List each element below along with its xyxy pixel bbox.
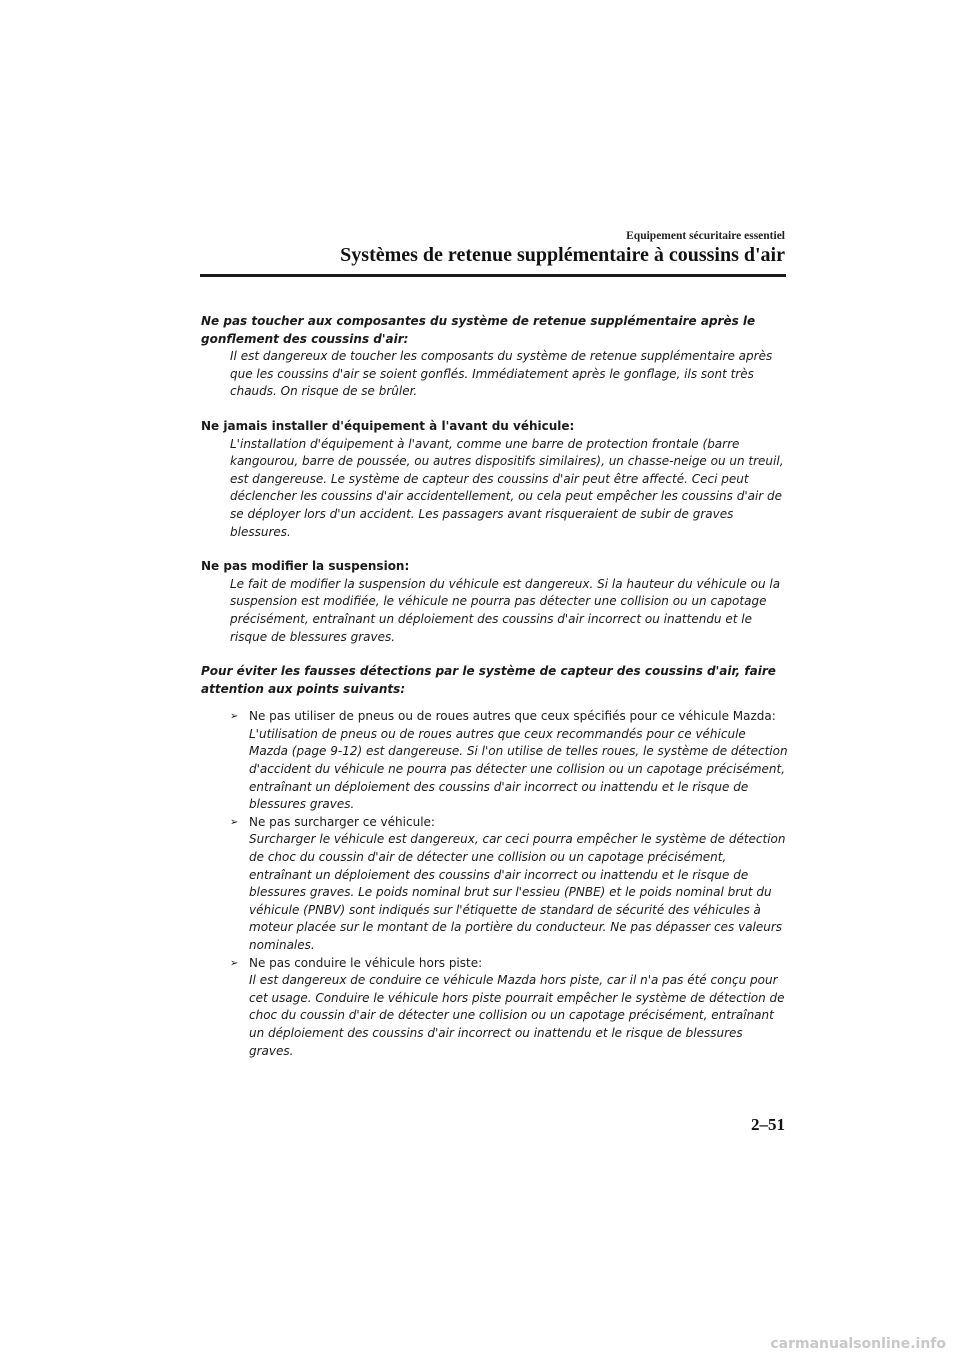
warning-block-front-equipment: [201, 418, 788, 541]
warning-text: L'installation d'équipement à l'avant, comme une barre de protection frontale (barre kangourou, barre de poussée, ou autres dispositifs similaires), un chasse-neige ou un treuil, est dangereuse. Le système de capteur des coussins d'air peut être affecté. Ceci peut déclencher les coussins d'air accidentellement, ou cela peut empêcher les coussins d'air de se déployer lors d'un accident. Les passagers avant risqueraient de subir de graves blessures.: [230, 436, 784, 539]
list-item-title: Ne pas surcharger ce véhicule:: [249, 814, 435, 829]
list-heading: Pour éviter les fausses détections par le système de capteur des coussins d'air, faire attention aux points suivants:: [201, 664, 776, 696]
list-item-text: Surcharger le véhicule est dangereux, car ceci pourra empêcher le système de détection de choc du coussin d'air de détecter une collision ou un capotage précisément, entraînant un déploiement des coussins d'air incorrect ou inattendu et le risque de blessures graves. Le poids nominal brut sur l'essieu (PNBE) et le poids nominal brut du véhicule (PNBV) sont indiqués sur l'étiquette de standard de sécurité des véhicules à moteur placée sur le montant de la portière du conducteur. Ne pas dépasser ces valeurs nominales.: [249, 832, 786, 952]
warning-block-touch: [201, 313, 788, 401]
page-number: 2–51: [751, 1115, 785, 1134]
page-title: Systèmes de retenue supplémentaire à coussins d'air: [340, 244, 785, 266]
warning-heading: Ne jamais installer d'équipement à l'avant du véhicule:: [201, 418, 575, 433]
header-divider: [200, 274, 786, 277]
warning-block-suspension: [201, 558, 788, 646]
list-item: [201, 708, 788, 814]
warning-heading: Ne pas toucher aux composantes du système de retenue supplémentaire après le gonflement des coussins d'air:: [201, 314, 756, 346]
warning-text: Le fait de modifier la suspension du véhicule est dangereux. Si la hauteur du véhicule ou la suspension est modifiée, le véhicule ne pourra pas détecter une collision ou un capotage précisément, entraînant un déploiement des coussins d'air incorrect ou inattendu et le risque de blessures graves.: [230, 576, 781, 644]
arrow-bullet-icon: ➢: [230, 711, 239, 723]
arrow-bullet-icon: ➢: [230, 957, 239, 969]
bullet-list: [201, 708, 788, 1060]
warning-block-false-detection: [201, 663, 788, 1060]
watermark: carmanualsonline.info: [770, 1336, 946, 1352]
section-label: Equipement sécuritaire essentiel: [626, 230, 785, 242]
arrow-bullet-icon: ➢: [230, 816, 239, 828]
list-item-title: Ne pas utiliser de pneus ou de roues autres que ceux spécifiés pour ce véhicule Mazda:: [249, 709, 776, 724]
list-item: [201, 814, 788, 955]
list-item-title: Ne pas conduire le véhicule hors piste:: [249, 955, 483, 970]
warning-text: Il est dangereux de toucher les composants du système de retenue supplémentaire après que les coussins d'air se soient gonflés. Immédiatement après le gonflage, ils sont très chauds. On risque de se brûler.: [230, 349, 773, 399]
warning-heading: Ne pas modifier la suspension:: [201, 559, 410, 574]
page-content: [201, 313, 788, 1077]
list-item: [201, 955, 788, 1061]
list-item-text: L'utilisation de pneus ou de roues autres que ceux recommandés pour ce véhicule Mazda (page 9-12) est dangereuse. Si l'on utilise de telles roues, le système de détection d'accident du véhicule ne pourra pas détecter une collision ou un capotage précisément, entraînant un déploiement des coussins d'air incorrect ou inattendu et le risque de blessures graves.: [249, 726, 788, 812]
list-item-text: Il est dangereux de conduire ce véhicule Mazda hors piste, car il n'a pas été conçu pour cet usage. Conduire le véhicule hors piste pourrait empêcher le système de détection de choc du coussin d'air de détecter une collision ou un capotage précisément, entraînant un déploiement des coussins d'air incorrect ou inattendu et le risque de blessures graves.: [249, 973, 785, 1058]
